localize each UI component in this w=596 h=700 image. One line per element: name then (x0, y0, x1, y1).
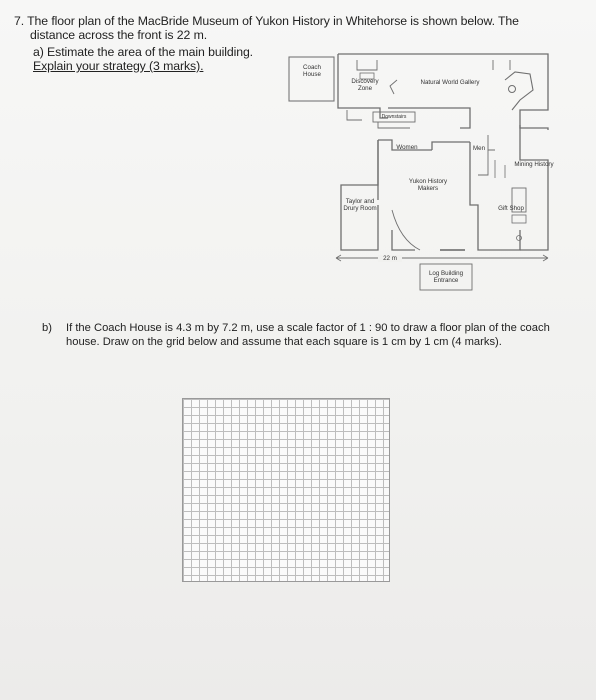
part-b-label: b) (42, 322, 52, 334)
label-natural-world: Natural World Gallery (420, 79, 480, 86)
label-gift-shop: Gift Shop (498, 205, 524, 212)
label-women: Women (396, 144, 418, 151)
label-taylor-drury: Taylor and Drury Room (343, 198, 377, 212)
label-discovery-zone: Discovery Zone (351, 78, 379, 92)
label-dimension: 22 m (378, 255, 402, 262)
main-building-outline (338, 54, 548, 130)
label-mining-history: Mining History (514, 161, 554, 168)
label-downstairs: Downstairs (381, 114, 407, 120)
label-log-building: Log Building Entrance (428, 270, 464, 284)
label-coach-house: Coach House (303, 64, 321, 78)
question-7-line2: distance across the front is 22 m. (30, 28, 208, 42)
question-part-a: a) Estimate the area of the main building. (33, 45, 254, 59)
part-b-text: If the Coach House is 4.3 m by 7.2 m, use a scale factor of 1 : 90 to draw a floor plan of the coach house. Draw on the grid below and assume that each square is 1 cm by 1 cm (4 marks). (66, 322, 550, 348)
label-men: Men (472, 145, 486, 152)
question-7-line1: 7. The floor plan of the MacBride Museum of Yukon History in Whitehorse is shown below. The (14, 14, 519, 28)
explain-strategy: Explain your strategy (3 marks). (33, 59, 204, 73)
label-yukon-makers: Yukon History Makers (408, 178, 448, 192)
drawing-grid[interactable] (182, 398, 390, 582)
